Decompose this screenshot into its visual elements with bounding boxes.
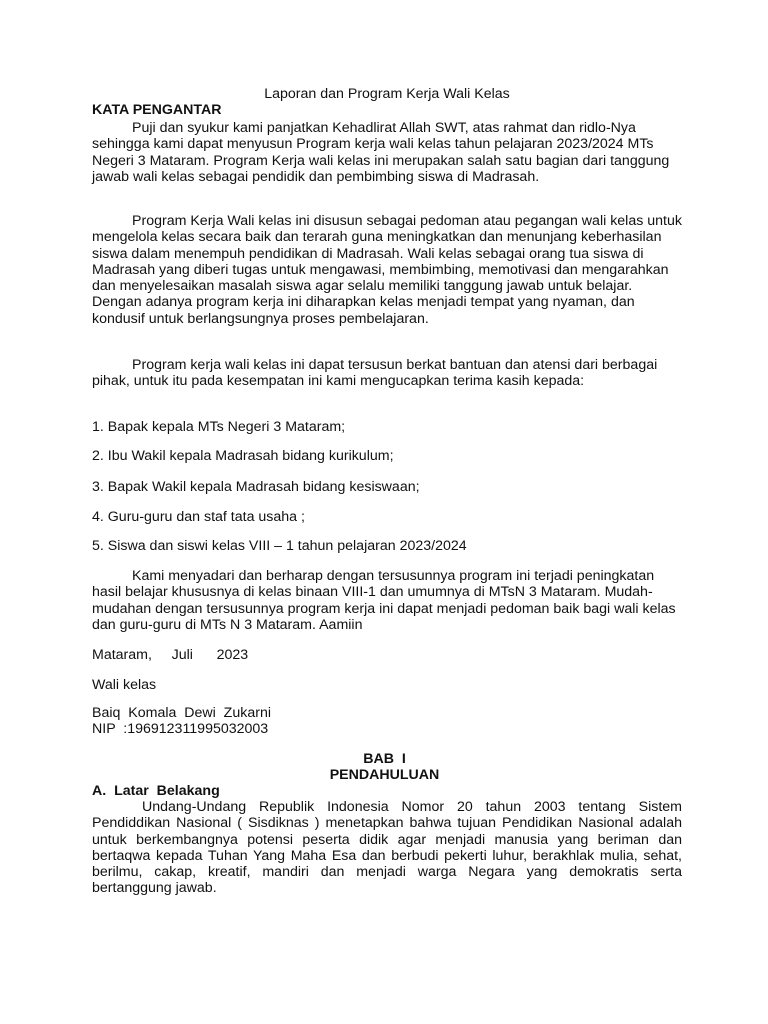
thanks-list-item: 4. Guru-guru dan staf tata usaha ; [92, 509, 305, 525]
place-date: Mataram, Juli 2023 [92, 647, 249, 663]
section-a-paragraph: Undang-Undang Republik Indonesia Nomor 20 tahun 2003 tentang Sistem Pendiddikan Nasional ( Sisdiknas ) menetapkan bahwa tujuan Pendidikan Nasional adalah untuk berkembangnya potensi peserta didik agar menjadi manusia yang beriman dan bertaqwa kepada Tuhan Yang Maha Esa dan berbudi pekerti luhur, berakhlak mulia, sehat, berilmu, cakap, kreatif, mandiri dan menjadi warga Negara yang demokratis serta bertanggung jawab. [92, 799, 682, 897]
thanks-list-item: 1. Bapak kepala MTs Negeri 3 Mataram; [92, 419, 346, 435]
thanks-list-item: 5. Siswa dan siswi kelas VIII – 1 tahun pelajaran 2023/2024 [92, 538, 467, 554]
paragraph-1: Puji dan syukur kami panjatkan Kehadlirat Allah SWT, atas rahmat dan ridlo-Nya sehingga kami dapat menyusun Program kerja wali kelas tahun pelajaran 2023/2024 MTs Negeri 3 Mataram. Program Kerja wali kelas ini merupakan salah satu bagian dari tanggung jawab wali kelas sebagai pendidik dan pembimbing siswa di Madrasah. [92, 120, 670, 185]
signer-role: Wali kelas [92, 677, 157, 693]
kata-pengantar-heading: KATA PENGANTAR [92, 102, 222, 118]
thanks-list-item: 2. Ibu Wakil kepala Madrasah bidang kurikulum; [92, 448, 394, 464]
paragraph-3: Program kerja wali kelas ini dapat tersusun berkat bantuan dan atensi dari berbagai pihak, untuk itu pada kesempatan ini kami mengucapkan terima kasih kepada: [92, 357, 658, 390]
paragraph-2: Program Kerja Wali kelas ini disusun sebagai pedoman atau pegangan wali kelas untuk mengelola kelas secara baik dan terarah guna meningkatkan dan menunjang keberhasilan siswa dalam menempuh pendidikan di Madrasah. Wali kelas sebagai orang tua siswa di Madrasah yang diberi tugas untuk mengawasi, membimbing, memotivasi dan mengarahkan dan menyelesaikan masalah siswa agar selalu memiliki tanggung jawab untuk belajar. Dengan adanya program kerja ini diharapkan kelas menjadi tempat yang nyaman, dan kondusif untuk berlangsungnya proses pembelajaran. [92, 213, 682, 327]
section-heading-a: A. Latar Belakang [92, 783, 220, 799]
signer-nip: NIP :196912311995032003 [92, 721, 269, 737]
paragraph-4: Kami menyadari dan berharap dengan tersusunnya program ini terjadi peningkatan hasil belajar khususnya di kelas binaan VIII-1 dan umumnya di MTsN 3 Mataram. Mudah-mudahan dengan tersusunnya program kerja ini dapat menjadi pedoman baik bagi wali kelas dan guru-guru di MTs N 3 Mataram. Aamiin [92, 568, 676, 633]
chapter-title: PENDAHULUAN [329, 767, 440, 783]
signer-name: Baiq Komala Dewi Zukarni [92, 705, 271, 721]
thanks-list-item: 3. Bapak Wakil kepala Madrasah bidang kesiswaan; [92, 479, 420, 495]
chapter-number: BAB I [363, 751, 406, 767]
document-title: Laporan dan Program Kerja Wali Kelas [264, 86, 510, 102]
